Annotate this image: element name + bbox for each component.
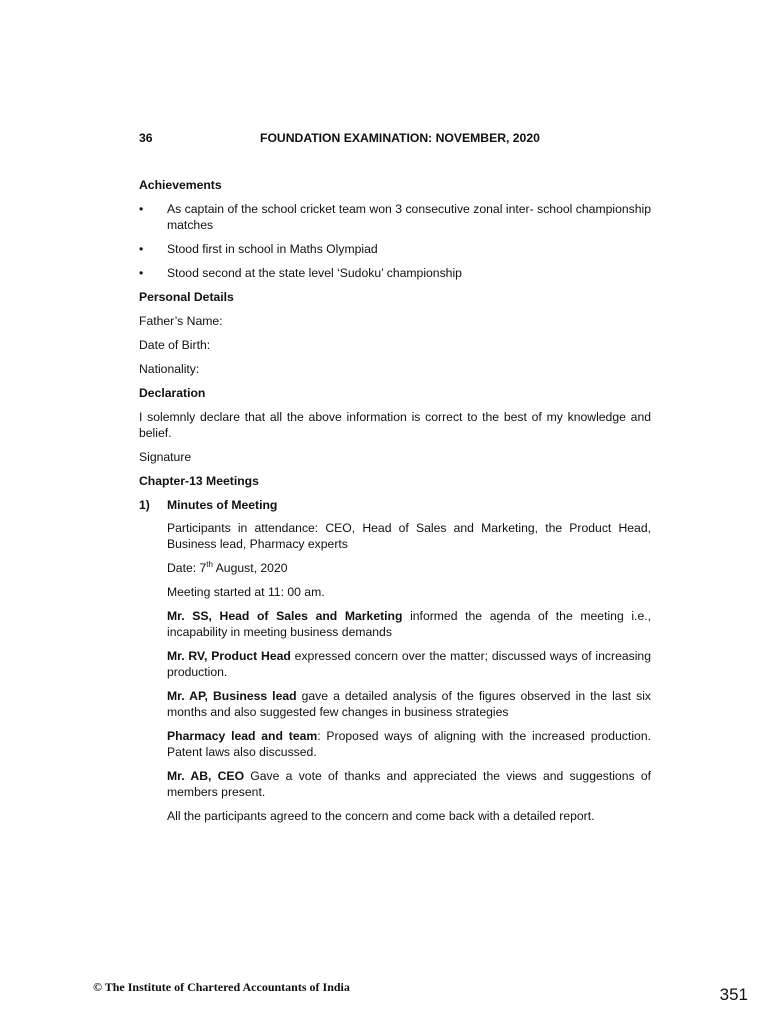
achievements-list [139, 201, 651, 281]
item-number: 1) [139, 498, 150, 512]
participants-text: Participants in attendance: CEO, Head of Sales and Marketing, the Product Head, Business lead, Pharmacy experts [167, 521, 651, 551]
page-content [139, 177, 651, 832]
footer-copyright: © The Institute of Chartered Accountants of India [93, 980, 350, 994]
closing-text: All the participants agreed to the concern and come back with a detailed report. [167, 809, 595, 823]
achievements-heading: Achievements [139, 178, 222, 192]
signature-label: Signature [139, 450, 192, 464]
list-item: • Stood first in school in Maths Olympiad [139, 242, 378, 256]
list-item: • As captain of the school cricket team won 3 consecutive zonal inter- school championship matches [139, 202, 651, 232]
nationality-field: Nationality: [139, 362, 200, 376]
chapter-heading: Chapter-13 Meetings [139, 474, 259, 488]
minutes-entry: Pharmacy lead and team: Proposed ways of aligning with the increased production. Patent laws also discussed. [167, 729, 651, 759]
list-item: • Stood second at the state level ‘Sudoku’ championship [139, 266, 462, 280]
fathers-name-field: Father’s Name: [139, 314, 223, 328]
minutes-entry: Mr. AB, CEO Gave a vote of thanks and appreciated the views and suggestions of members present. [167, 769, 651, 799]
minutes-entry: Mr. SS, Head of Sales and Marketing informed the agenda of the meeting i.e., incapability in meeting business demands [167, 609, 651, 639]
bullet-icon: • [139, 242, 144, 256]
minutes-body [139, 520, 651, 824]
meeting-date: Date: 7th August, 2020 [167, 559, 288, 575]
numbered-item [139, 497, 651, 513]
meeting-start: Meeting started at 11: 00 am. [167, 585, 325, 599]
declaration-text: I solemnly declare that all the above information is correct to the best of my knowledge and belief. [139, 410, 651, 440]
minutes-entry: Mr. RV, Product Head expressed concern over the matter; discussed ways of increasing production. [167, 649, 651, 679]
header-page-number: 36 [139, 131, 153, 145]
minutes-entry: Mr. AP, Business lead gave a detailed analysis of the figures observed in the last six months and also suggested few changes in business strategies [167, 689, 651, 719]
item-title: Minutes of Meeting [167, 498, 278, 512]
header-title: FOUNDATION EXAMINATION: NOVEMBER, 2020 [260, 131, 540, 145]
footer-page-number: 351 [719, 985, 748, 1004]
bullet-icon: • [139, 266, 144, 280]
bullet-icon: • [139, 202, 144, 216]
declaration-heading: Declaration [139, 386, 206, 400]
personal-details-heading: Personal Details [139, 290, 234, 304]
dob-field: Date of Birth: [139, 338, 211, 352]
